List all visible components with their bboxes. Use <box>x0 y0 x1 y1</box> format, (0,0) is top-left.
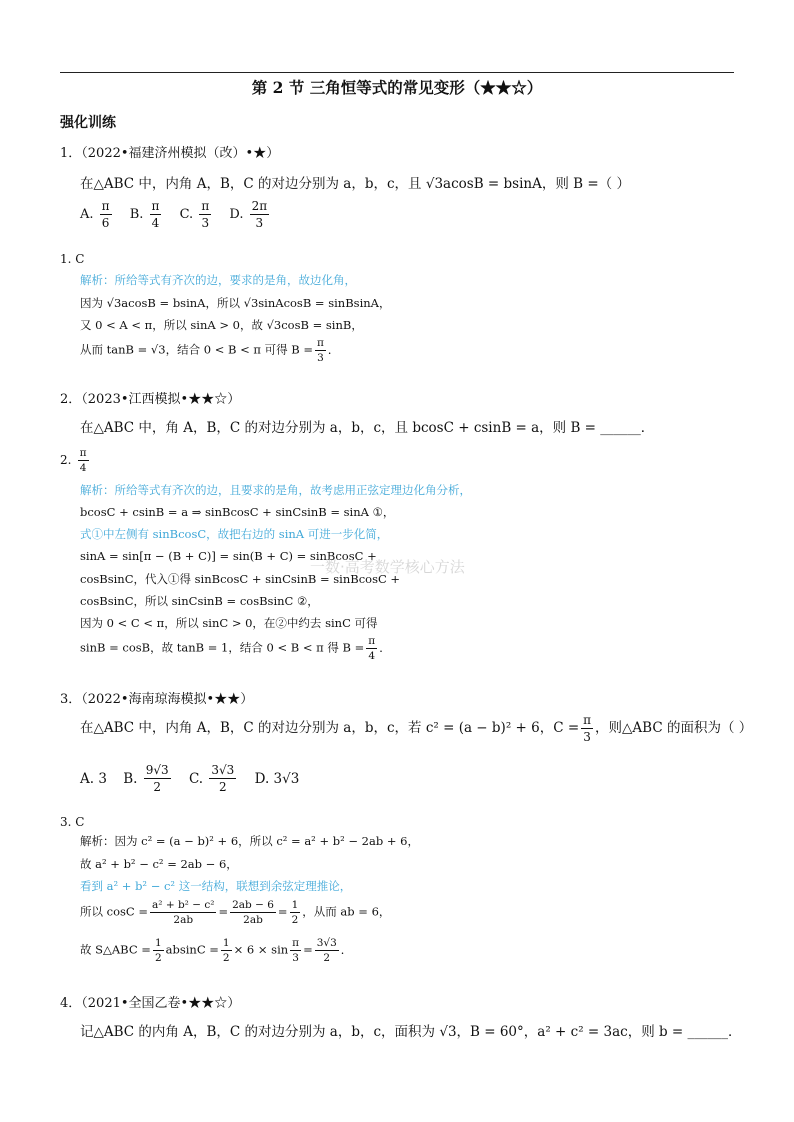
q2-header: 2．（2023•江西模拟•★★☆） <box>60 392 241 407</box>
q2-solution-line-2: bcosC + csinB = a ⇒ sinBcosC + sinCsinB = sinA ①， <box>80 505 395 519</box>
q2-solution-line-8: sinB = cosB，故 tanB = 1，结合 0 < B < π 得 B = $\frac{\pi}{4}$ ． <box>80 635 391 663</box>
q3-solution-line-5: 故 S△ABC = $\frac{1}{2}$ absinC = $\frac{1}{2}$ × 6 × sin $\frac{\pi}{3}$ = $\frac{3√3}{2}$ ． <box>80 937 353 965</box>
q3-option-d: D. 3√3 <box>254 770 300 787</box>
q1-options <box>80 198 283 231</box>
q1-header: 1．（2022•福建济州模拟（改）•★） <box>60 146 280 161</box>
q2-solution-line-4: sinA = sin[π − (B + C)] = sin(B + C) = sinBcosC + <box>80 549 377 563</box>
q1-option-c: C. $\frac{\pi}{3}$ <box>179 199 210 231</box>
q1-solution-line-4: 从而 tanB = √3，结合 0 < B < π 可得 B = $\frac{\pi}{3}$ ． <box>80 337 340 365</box>
q1-option-b: B. $\frac{\pi}{4}$ <box>129 199 160 231</box>
q1-stem: 在△ABC 中，内角 A，B，C 的对边分别为 a，b，c，且 √3acosB = bsinA，则 B =（ ） <box>80 176 630 192</box>
q3-stem: 在△ABC 中，内角 A，B，C 的对边分别为 a，b，c，若 c² = (a − b)² + 6，C = $\frac{\pi}{3}$ ，则△ABC 的面积为（ ） <box>80 713 753 745</box>
q3-solution-line-2: 故 a² + b² − c² = 2ab − 6， <box>80 857 238 871</box>
watermark-text: 一数·高考数学核心方法 <box>310 558 465 576</box>
q1-solution-line-2: 因为 √3acosB = bsinA，所以 √3sinAcosB = sinBsinA， <box>80 296 391 310</box>
q4-header: 4．（2021•全国乙卷•★★☆） <box>60 996 241 1011</box>
q2-solution-line-3: 式①中左侧有 sinBcosC，故把右边的 sinA 可进一步化简， <box>80 527 389 541</box>
q3-solution-line-3: 看到 a² + b² − c² 这一结构，联想到余弦定理推论， <box>80 879 352 893</box>
q3-option-b: B. $\frac{9√3}{2}$ <box>123 763 169 795</box>
q1-solution-line-1: 解析：所给等式有齐次的边，要求的是角，故边化角， <box>80 273 356 287</box>
q2-solution-line-7: 因为 0 < C < π，所以 sinC > 0，在②中约去 sinC 可得 <box>80 616 378 630</box>
q1-option-a: A. $\frac{\pi}{6}$ <box>80 199 110 231</box>
q2-answer: 2. $\frac{\pi}{4}$ <box>60 447 87 475</box>
q3-solution-line-4: 所以 cosC = $\frac{\text{a² + b² − c²}}{2ab}$ = $\frac{2ab - 6}{2ab}$ = $\frac{1}{2}$ ，从而 ab = 6， <box>80 899 391 927</box>
q2-solution-line-5: cosBsinC，代入①得 sinBcosC + sinCsinB = sinBcosC + <box>80 572 401 586</box>
q1-option-d: D. $\frac{2\pi}{3}$ <box>229 199 268 231</box>
section-label: 强化训练 <box>60 115 116 131</box>
q1-answer: 1. C <box>60 252 85 266</box>
q1-solution-line-3: 又 0 < A < π，所以 sinA > 0，故 √3cosB = sinB， <box>80 318 363 332</box>
q3-answer: 3. C <box>60 815 85 829</box>
q3-solution-line-1: 解析：因为 c² = (a − b)² + 6，所以 c² = a² + b² − 2ab + 6， <box>80 834 419 848</box>
q2-stem: 在△ABC 中，角 A，B，C 的对边分别为 a，b，c，且 bcosC + csinB = a，则 B = ______． <box>80 420 655 436</box>
q4-stem: 记△ABC 的内角 A，B，C 的对边分别为 a，b，c，面积为 √3，B = 60°，a² + c² = 3ac，则 b = ______． <box>80 1024 742 1040</box>
q2-solution-line-1: 解析：所给等式有齐次的边，且要求的是角，故考虑用正弦定理边化角分析， <box>80 483 471 497</box>
q3-option-c: C. $\frac{3√3}{2}$ <box>188 763 235 795</box>
q3-option-a: A. 3 <box>80 770 107 787</box>
q3-header: 3．（2022•海南琼海模拟•★★） <box>60 692 254 707</box>
q3-options <box>80 762 311 795</box>
page-title: 第 2 节 三角恒等式的常见变形（★★☆） <box>251 78 543 97</box>
q2-solution-line-6: cosBsinC，所以 sinCsinB = cosBsinC ②， <box>80 594 319 608</box>
top-rule <box>60 72 734 73</box>
